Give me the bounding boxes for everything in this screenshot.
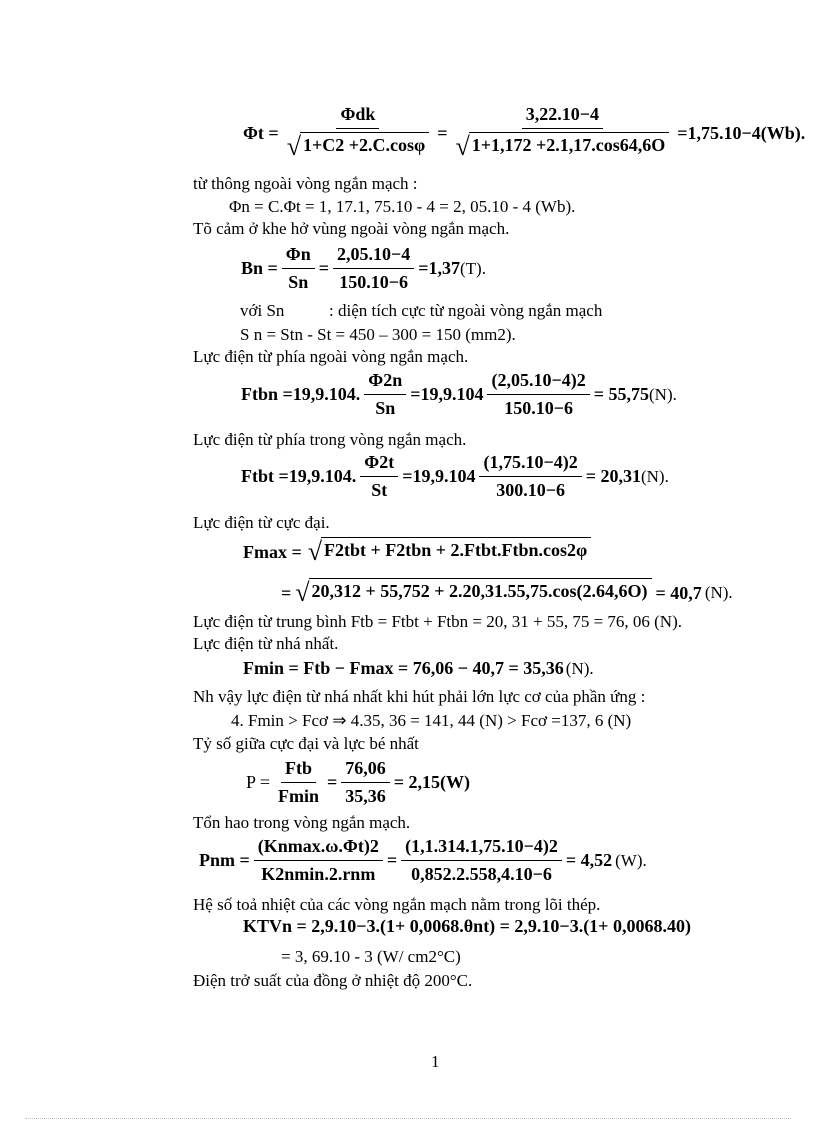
- page-number: 1: [431, 1052, 440, 1071]
- eq2-den1: Sn: [288, 272, 309, 292]
- footer-divider: [25, 1118, 791, 1119]
- equation-f-min: [243, 658, 594, 679]
- eq7-num1: Ftb: [281, 758, 316, 783]
- eq5b-sqrt-body: 20,312 + 55,752 + 2.20,31.55,75.cos(2.64,6O): [309, 578, 652, 608]
- eq3-num1: Φ2n: [364, 370, 406, 395]
- equation-f-max-value: [281, 578, 733, 608]
- equation-flux-t: Φt = Φdk √ 1+C2 +2.C.cosφ = 3,22.10−4 √ 1+1,172 +2.1,17.cos64,6O =1,75.10−4(Wb).: [243, 104, 806, 161]
- eq8-den2: 0,852.2.558,4.10−6: [411, 864, 552, 884]
- eq5b-unit: (N).: [704, 583, 733, 602]
- text-line-2: Φn = C.Φt = 1, 17.1, 75.10 - 4 = 2, 05.10 - 4 (Wb).: [229, 197, 576, 216]
- eq4-den1: St: [371, 480, 388, 500]
- text-line-6: Lực điện từ phía ngoài vòng ngắn mạch.: [193, 347, 469, 366]
- eq4-den2: 300.10−6: [496, 480, 565, 500]
- eq3-num2: (2,05.10−4)2: [487, 370, 589, 395]
- eq2-den2: 150.10−6: [339, 272, 408, 292]
- eq4-lhs: Ftbt =19,9.104.: [241, 466, 357, 486]
- eq2-lhs: Bn =: [241, 258, 278, 278]
- text-line-11: Nh vậy lực điện từ nhá nhất khi hút phải lớn lực cơ của phần ứng :: [193, 687, 646, 706]
- text-line-13: Tỷ số giữa cực đại và lực bé nhất: [193, 734, 419, 753]
- eq2-frac2: [333, 244, 414, 293]
- eq8-num2: (1,1.314.1,75.10−4)2: [401, 836, 562, 861]
- text-line-15: Hệ số toả nhiệt của các vòng ngắn mạch nằm trong lõi thép.: [193, 895, 601, 914]
- eq2-num1: Φn: [282, 244, 315, 269]
- eq3-unit: (N).: [649, 384, 677, 404]
- eq4-unit: (N).: [640, 466, 669, 486]
- text-line-12: 4. Fmin > Fcơ ⇒ 4.35, 36 = 141, 44 (N) > Fcơ =137, 6 (N): [231, 711, 632, 730]
- eq5b-pre: =: [281, 582, 292, 603]
- eq3-den2: 150.10−6: [504, 398, 573, 418]
- eq7-den1: Fmin: [278, 786, 320, 806]
- eq4-num1: Φ2t: [360, 452, 398, 477]
- text-line-5: S n = Stn - St = 450 – 300 = 150 (mm2).: [240, 325, 516, 344]
- text-line-7: Lực điện từ phía trong vòng ngắn mạch.: [193, 430, 467, 449]
- eq7-lhs: P =: [246, 772, 270, 792]
- text-line-9: Lực điện từ trung bình Ftb = Ftbt + Ftbn = 20, 31 + 55, 75 = 76, 06 (N).: [193, 612, 682, 631]
- text-line-4b: : diện tích cực từ ngoài vòng ngắn mạch: [329, 301, 603, 320]
- equation-f-max: [243, 537, 591, 567]
- eq1-den2: √ 1+1,172 +2.1,17.cos64,6O: [451, 129, 673, 162]
- eq7-frac1: [274, 758, 323, 807]
- eq2-frac1: [282, 244, 315, 293]
- eq1-den2-body: 1+1,172 +2.1,17.cos64,6O: [469, 132, 670, 162]
- eq2-result: =1,37: [418, 258, 461, 278]
- eq1-num1: Φdk: [336, 104, 379, 129]
- eq5b-result: = 40,7: [655, 582, 702, 603]
- eq1-num2: 3,22.10−4: [522, 104, 603, 129]
- eq6-body: Fmin = Ftb − Fmax = 76,06 − 40,7 = 35,36: [243, 658, 564, 678]
- equation-f-tbt: [241, 452, 669, 501]
- eq1-frac1: [283, 104, 434, 162]
- eq8-frac1: [254, 836, 383, 885]
- eq8-num1: (Knmax.ω.Φt)2: [254, 836, 383, 861]
- eq5-sqrt: √ F2tbt + F2tbn + 2.Ftbt.Ftbn.cos2φ: [308, 537, 592, 567]
- eq8-den1: K2nmin.2.rnm: [261, 864, 376, 884]
- eq4-frac2: [479, 452, 581, 501]
- eq3-result: = 55,75: [593, 384, 649, 404]
- eq2-unit: (T).: [460, 258, 486, 278]
- eq9-body: KTVn = 2,9.10−3.(1+ 0,0068.θnt) = 2,9.10−3.(1+ 0,0068.40): [243, 916, 691, 936]
- eq7-frac2: [341, 758, 390, 807]
- eq2-num2: 2,05.10−4: [333, 244, 414, 269]
- text-line-3: Tõ cảm ở khe hở vùng ngoài vòng ngắn mạch.: [193, 219, 510, 238]
- eq3-mid: =19,9.104: [410, 384, 484, 404]
- eq4-num2: (1,75.10−4)2: [479, 452, 581, 477]
- eq8-lhs: Pnm =: [199, 850, 250, 870]
- eq5-sqrt-body: F2tbt + F2tbn + 2.Ftbt.Ftbn.cos2φ: [321, 537, 591, 567]
- eq1-den1: √ 1+C2 +2.C.cosφ: [283, 129, 434, 162]
- eq8-result: = 4,52: [565, 850, 613, 870]
- eq1-frac2: [451, 104, 673, 162]
- eq3-den1: Sn: [375, 398, 396, 418]
- eq5b-sqrt: √ 20,312 + 55,752 + 2.20,31.55,75.cos(2.64,6O): [295, 578, 651, 608]
- eq1-den1-body: 1+C2 +2.C.cosφ: [300, 132, 429, 162]
- eq3-frac1: [364, 370, 406, 419]
- text-line-4a: với Sn: [240, 301, 285, 320]
- text-line-8: Lực điện từ cực đại.: [193, 513, 330, 532]
- eq8-unit: (W).: [615, 850, 647, 870]
- equation-ratio-p: P = $\frac{\text{Ftb}}{Fmin}$ = $\frac{76,06}{35,36}$ = 2,15(W): [246, 758, 471, 806]
- eq8-frac2: [401, 836, 562, 885]
- eq4-frac1: [360, 452, 398, 501]
- eq3-lhs: Ftbn =19,9.104.: [241, 384, 361, 404]
- text-line-16: = 3, 69.10 - 3 (W/ cm2°C): [281, 947, 461, 966]
- eq5-lhs: Fmax =: [243, 541, 302, 562]
- eq4-result: = 20,31: [585, 466, 641, 486]
- text-line-1: từ thông ngoài vòng ngắn mạch :: [193, 174, 418, 193]
- equation-p-nm: Pnm = $\frac{(Knmax.\omega.\Phi t)2}{\text{K2nmin.2.rnm}}$ = $\frac{(1,1.314.1,75.10-4)2}{0,852.2.558,4.10-6}$ = 4,52 (W).: [199, 836, 647, 884]
- eq3-frac2: [487, 370, 589, 419]
- text-line-17: Điện trở suất của đồng ở nhiệt độ 200°C.: [193, 971, 473, 990]
- eq4-mid: =19,9.104: [402, 466, 476, 486]
- eq1-lhs: Φt =: [243, 122, 279, 143]
- eq7-den2: 35,36: [345, 786, 386, 806]
- eq1-result: =1,75.10−4(Wb).: [677, 122, 806, 143]
- text-line-10: Lực điện từ nhá nhất.: [193, 634, 339, 653]
- equation-k-tvn: [243, 916, 691, 937]
- eq7-result: = 2,15(W): [393, 772, 471, 792]
- text-line-14: Tổn hao trong vòng ngắn mạch.: [193, 813, 411, 832]
- equation-b-n: Bn = $\frac{\Phi n}{Sn}$ = $\frac{2,05.10-4}{150.10-6}$ =1,37 (T).: [241, 244, 486, 292]
- equation-f-tbn: [241, 370, 677, 419]
- eq7-num2: 76,06: [341, 758, 390, 783]
- eq6-unit: (N).: [565, 658, 594, 678]
